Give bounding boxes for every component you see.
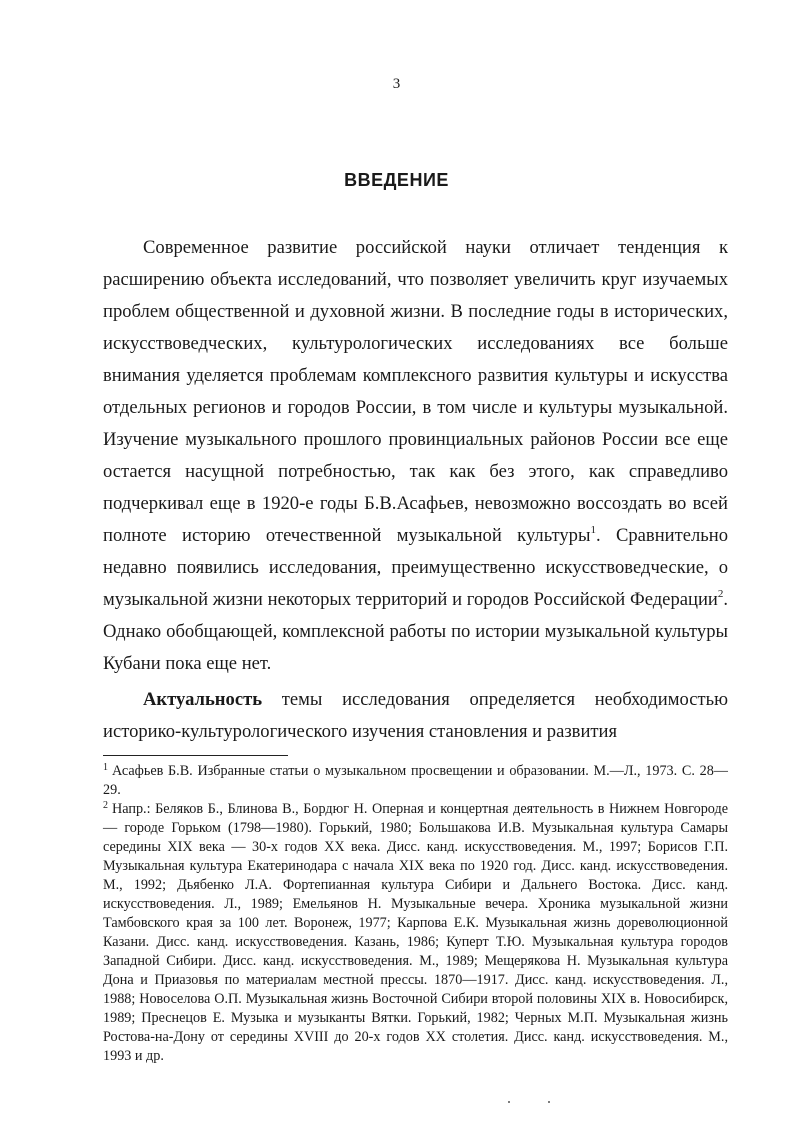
footnote-2-mark: 2: [103, 800, 108, 811]
scan-speck: [508, 1101, 510, 1103]
relevance-text: темы исследования определяется необходимостью историко-культурологического изучения становления и развития: [103, 689, 728, 742]
footnote-1-text: Асафьев Б.В. Избранные статьи о музыкальном просвещении и образовании. М.—Л., 1973. С. 28—29.: [103, 763, 728, 798]
paragraph-relevance: [103, 684, 728, 748]
paragraph-intro-part3: . Однако обобщающей, комплексной работы по истории музыкальной культуры Кубани пока еще нет.: [103, 589, 728, 674]
footnote-2-text: Напр.: Беляков Б., Блинова В., Бордюг Н. Оперная и концертная деятельность в Нижнем Новгороде — городе Горьком (1798—1980). Горький, 1980; Большакова И.В. Музыкальная культура Самары середины XIX века — 30-х годов XX века. Дисс. канд. искусствоведения. М., 1997; Борисов Г.П. Музыкальная культура Екатеринодара с начала XIX века по 1920 год. Дисс. канд. искусствоведения. М., 1992; Дьябенко Л.А. Фортепианная культура Сибири и Дальнего Востока. Дисс. канд. искусствоведения. Л., 1989; Емельянов Н. Музыкальные вечера. Хроника музыкальной жизни Тамбовского края за 100 лет. Воронеж, 1977; Карпова Е.К. Музыкальная жизнь дореволюционной Казани. Дисс. канд. искусствоведения. Казань, 1986; Куперт Т.Ю. Музыкальная культура городов Западной Сибири. Дисс. канд. искусствоведения. М., 1989; Мещерякова Н. Музыкальная культура Дона и Приазовья по материалам местной прессы. 1870—1917. Дисс. канд. искусствоведения. Л., 1988; Новоселова О.П. Музыкальная жизнь Восточной Сибири второй половины XIX в. Новосибирск, 1989; Преснецов Е. Музыка и музыканты Вятки. Горький, 1982; Черных М.П. Музыкальная жизнь Ростова-на-Дону от середины XVIII до 20-х годов XX столетия. Дисс. канд. искусствоведения. М., 1993 и др.: [103, 801, 728, 1064]
paragraph-intro: [103, 232, 728, 680]
footnote-1: [103, 762, 728, 800]
footnote-ref-2: 2: [717, 588, 724, 600]
page-number: 3: [392, 76, 401, 92]
main-text: [103, 232, 728, 748]
relevance-term: Актуальность: [143, 689, 263, 710]
footnote-divider: [103, 755, 288, 756]
paragraph-intro-part1: Современное развитие российской науки отличает тенденция к расширению объекта исследований, что позволяет увеличить круг изучаемых проблем общественной и духовной жизни. В последние годы в исторических, искусствоведческих, культурологических исследованиях все больше внимания уделяется проблемам комплексного развития культуры и искусства отдельных регионов и городов России, в том числе и культуры музыкальной. Изучение музыкального прошлого провинциальных районов России все еще остается насущной потребностью, так как без этого, как справедливо подчеркивал еще в 1920-е годы Б.В.Асафьев, невозможно воссоздать во всей полноте историю отечественной музыкальной культуры: [103, 237, 728, 546]
footnotes: [103, 762, 728, 1066]
footnote-1-mark: 1: [103, 762, 108, 773]
paragraph-intro-part2: . Сравнительно недавно появились исследования, преимущественно искусствоведческие, о музыкальной жизни некоторых территорий и городов Российской Федерации: [103, 525, 728, 610]
footnote-ref-1: 1: [590, 524, 596, 536]
page-title: ВВЕДЕНИЕ: [344, 170, 449, 190]
scan-speck: [548, 1101, 550, 1103]
footnote-2: [103, 800, 728, 1066]
